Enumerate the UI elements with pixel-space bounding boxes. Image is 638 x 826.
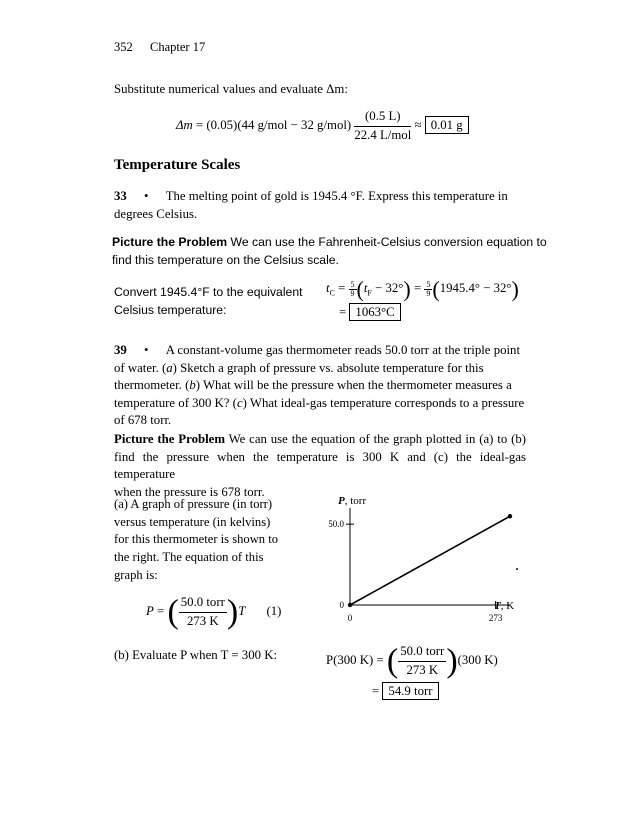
p-symbol: P — [146, 603, 154, 618]
problem-number: 39 — [114, 343, 127, 357]
fraction-numerator: (0.5 L) — [354, 108, 411, 127]
delta-m-factor-a: (0.05) — [206, 117, 238, 132]
problem-text: temperature of 300 K? (c) What ideal-gas temperature corresponds to a pressure — [114, 395, 525, 410]
fraction-denominator: 273 K — [406, 662, 439, 677]
eq2-lhs: P(300 K) — [326, 652, 374, 667]
problem-text: The melting point of gold is 1945.4 °F. Express this temperature in — [165, 189, 508, 203]
part-a-line: the right. The equation of this — [114, 550, 264, 565]
problem-33-result: 1063°C — [349, 303, 400, 321]
pressure-temperature-chart — [325, 490, 525, 630]
eq2-fraction — [398, 643, 446, 679]
problem-text: thermometer. (b) What will be the pressure when the thermometer measures a — [114, 378, 512, 392]
approx-sign: ≈ — [414, 117, 422, 132]
problem-39-statement — [114, 342, 534, 430]
fraction-numerator: 5 — [426, 279, 431, 289]
tc-symbol: t — [326, 281, 330, 295]
problem-33-result-line — [339, 304, 401, 322]
series-line — [350, 516, 510, 605]
fraction-denominator: 22.4 L/mol — [354, 127, 412, 142]
problem-33-equation: $t_C$ = $\frac{5}{9}$ $(t_F - 32^\circ)$ = $\frac{5}{9}$ (1945.4° − 32°) — [326, 276, 519, 302]
equals-sign: = — [413, 281, 422, 295]
part-a-text — [114, 496, 278, 585]
part-a-line: versus temperature (in kelvins) — [114, 514, 271, 529]
picture-the-problem-33 — [112, 234, 547, 269]
fraction-denominator: 273 K — [187, 613, 219, 628]
ptp-text: We can use the Fahrenheit-Celsius conversion equation to — [230, 235, 547, 249]
delta-m-factor-b: (44 g/mol − 32 g/mol) — [237, 117, 352, 132]
fraction-numerator: 50.0 torr — [179, 594, 227, 613]
equation-2-result-line — [372, 683, 439, 701]
stray-dot — [516, 568, 518, 570]
equals-sign: = — [372, 684, 380, 698]
ptp-text: find the pressure when the temperature is 300 K and (c) the ideal-gas temperature — [114, 449, 526, 481]
ptp-text: when the pressure is 678 torr. — [114, 484, 265, 499]
part-a-line: graph is: — [114, 567, 158, 582]
fraction-numerator: 5 — [350, 279, 355, 289]
delta-m-fraction — [354, 108, 411, 144]
problem-number: 33 — [114, 189, 127, 203]
delta-m-equation — [176, 108, 469, 144]
step-text: Convert 1945.4°F to the equivalent — [114, 285, 303, 299]
problem-text: of 678 torr. — [114, 413, 172, 427]
t-symbol: T — [238, 603, 246, 618]
data-point — [508, 514, 512, 518]
equation-2: P(300 K) = ( $\frac{\text{50.0 torr}}{273 K}$ )(300 K) — [326, 642, 498, 680]
equals-sign: = — [376, 652, 384, 667]
ptp-label: Picture the Problem — [112, 235, 228, 249]
part-a-line: for this thermometer is shown to — [114, 532, 279, 547]
fraction-numerator: 50.0 torr — [398, 643, 446, 662]
bullet: • — [144, 343, 149, 357]
tf-symbol: t — [363, 281, 368, 295]
delta-m-intro: Substitute numerical values and evaluate Δm: — [114, 82, 348, 96]
equation-1: P = ( $\frac{\text{50.0 torr}}{273 K}$ )T (1) — [146, 593, 282, 631]
eq1-fraction — [179, 594, 227, 630]
page-number: 352 — [114, 40, 133, 54]
problem-text: degrees Celsius. — [114, 206, 198, 221]
equation-tag: (1) — [266, 603, 282, 618]
equation-2-result: 54.9 torr — [382, 682, 438, 700]
problem-33-statement — [114, 188, 534, 223]
section-title: Temperature Scales — [114, 157, 241, 173]
x-tick-label: 273 — [488, 613, 503, 623]
step-text: Celsius temperature: — [114, 302, 227, 317]
bullet: • — [144, 189, 149, 203]
x-axis-label: T, K — [494, 600, 515, 612]
delta-m-result: 0.01 g — [425, 116, 469, 134]
delta-m-lhs: Δm — [176, 117, 193, 132]
problem-33-step — [114, 284, 302, 319]
problem-text: A constant-volume gas thermometer reads 50.0 torr at the triple point — [165, 343, 520, 357]
y-axis-label: P, torr — [338, 495, 367, 507]
equals-sign: = — [339, 305, 347, 319]
part-a-line: (a) A graph of pressure (in torr) — [114, 497, 273, 511]
fraction-denominator: 9 — [426, 288, 431, 298]
ptp-text: find this temperature on the Celsius scale. — [112, 252, 339, 267]
fraction-denominator: 9 — [350, 288, 355, 298]
y-tick-label: 0 — [339, 600, 344, 610]
five-ninths-fraction — [349, 281, 357, 298]
x-tick-label: 0 — [347, 613, 353, 623]
equals-sign: = — [157, 603, 165, 618]
equals-sign: = — [338, 281, 346, 295]
part-b-text: (b) Evaluate P when T = 300 K: — [114, 648, 278, 662]
eq-part: 1945.4° − 32° — [439, 281, 512, 295]
ptp-label: Picture the Problem — [114, 432, 225, 446]
eq-part: − 32° — [375, 281, 404, 295]
y-tick-label: 50.0 — [328, 519, 344, 530]
problem-text: of water. (a) Sketch a graph of pressure vs. absolute temperature for this — [114, 360, 484, 375]
equals-sign: = — [195, 117, 204, 132]
ptp-text: We can use the equation of the graph plotted in (a) to (b) — [228, 432, 526, 446]
tf-subscript: F — [367, 288, 372, 298]
tc-subscript: C — [329, 288, 335, 298]
eq2-multiplier: (300 K) — [457, 652, 498, 667]
chapter-title: Chapter 17 — [150, 40, 206, 54]
data-point — [348, 603, 352, 607]
